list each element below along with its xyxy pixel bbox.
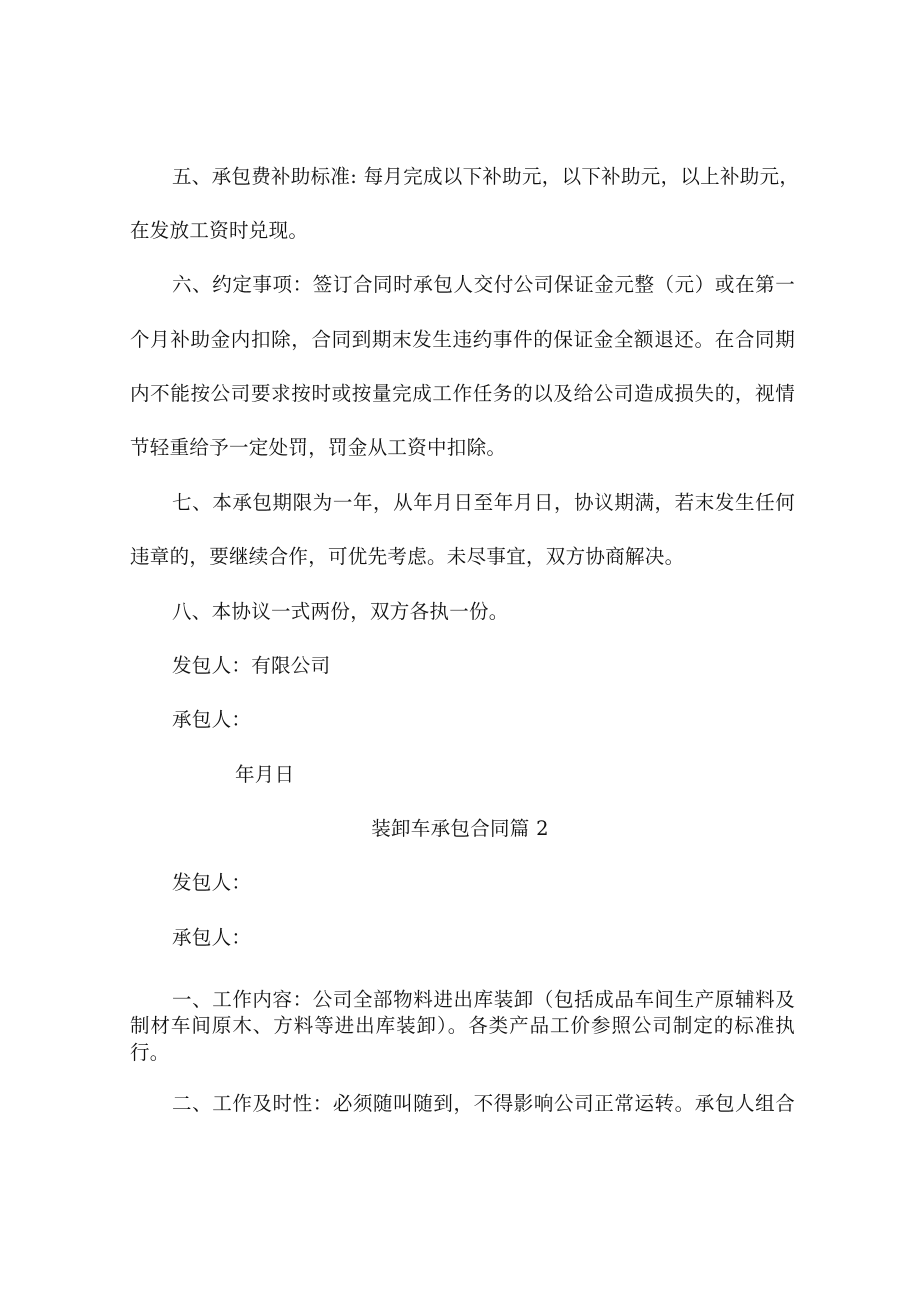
clause2-line1: 二、工作及时性：必须随叫随到，不得影响公司正常运转。承包人组合 — [172, 1092, 795, 1115]
clause1-line3: 行。 — [130, 1041, 170, 1064]
clause1-line2: 制材车间原木、方料等进出库装卸）。各类产品工价参照公司制定的标准执 — [130, 1014, 795, 1037]
clause1-line1: 一、工作内容：公司全部物料进出库装卸（包括成品车间生产原辅料及 — [172, 988, 795, 1011]
party-b-second: 承包人： — [172, 926, 252, 949]
section7-line1: 七、本承包期限为一年，从年月日至年月日，协议期满，若末发生任何 — [172, 491, 795, 514]
party-a-second: 发包人： — [172, 871, 252, 894]
date-line: 年月日 — [235, 763, 295, 786]
party-b-first: 承包人： — [172, 708, 252, 731]
contract-title-2: 装卸车承包合同篇 2 — [371, 817, 549, 840]
section7-line2: 违章的，要继续合作，可优先考虑。未尽事宜，双方协商解决。 — [130, 545, 685, 568]
section6-line2: 个月补助金内扣除，合同到期末发生违约事件的保证金全额退还。在合同期 — [130, 328, 795, 351]
section6-line4: 节轻重给予一定处罚，罚金从工资中扣除。 — [130, 436, 507, 459]
section5-line1: 五、承包费补助标准: 每月完成以下补助元，以下补助元，以上补助元， — [172, 165, 800, 188]
section8-line: 八、本协议一式两份，双方各执一份。 — [172, 600, 509, 623]
section5-line2: 在发放工资时兑现。 — [130, 219, 309, 242]
section6-line1: 六、约定事项：签订合同时承包人交付公司保证金元整（元）或在第一 — [172, 273, 795, 296]
party-a-first: 发包人：有限公司 — [172, 654, 331, 677]
section6-line3: 内不能按公司要求按时或按量完成工作任务的以及给公司造成损失的，视情 — [130, 382, 795, 405]
